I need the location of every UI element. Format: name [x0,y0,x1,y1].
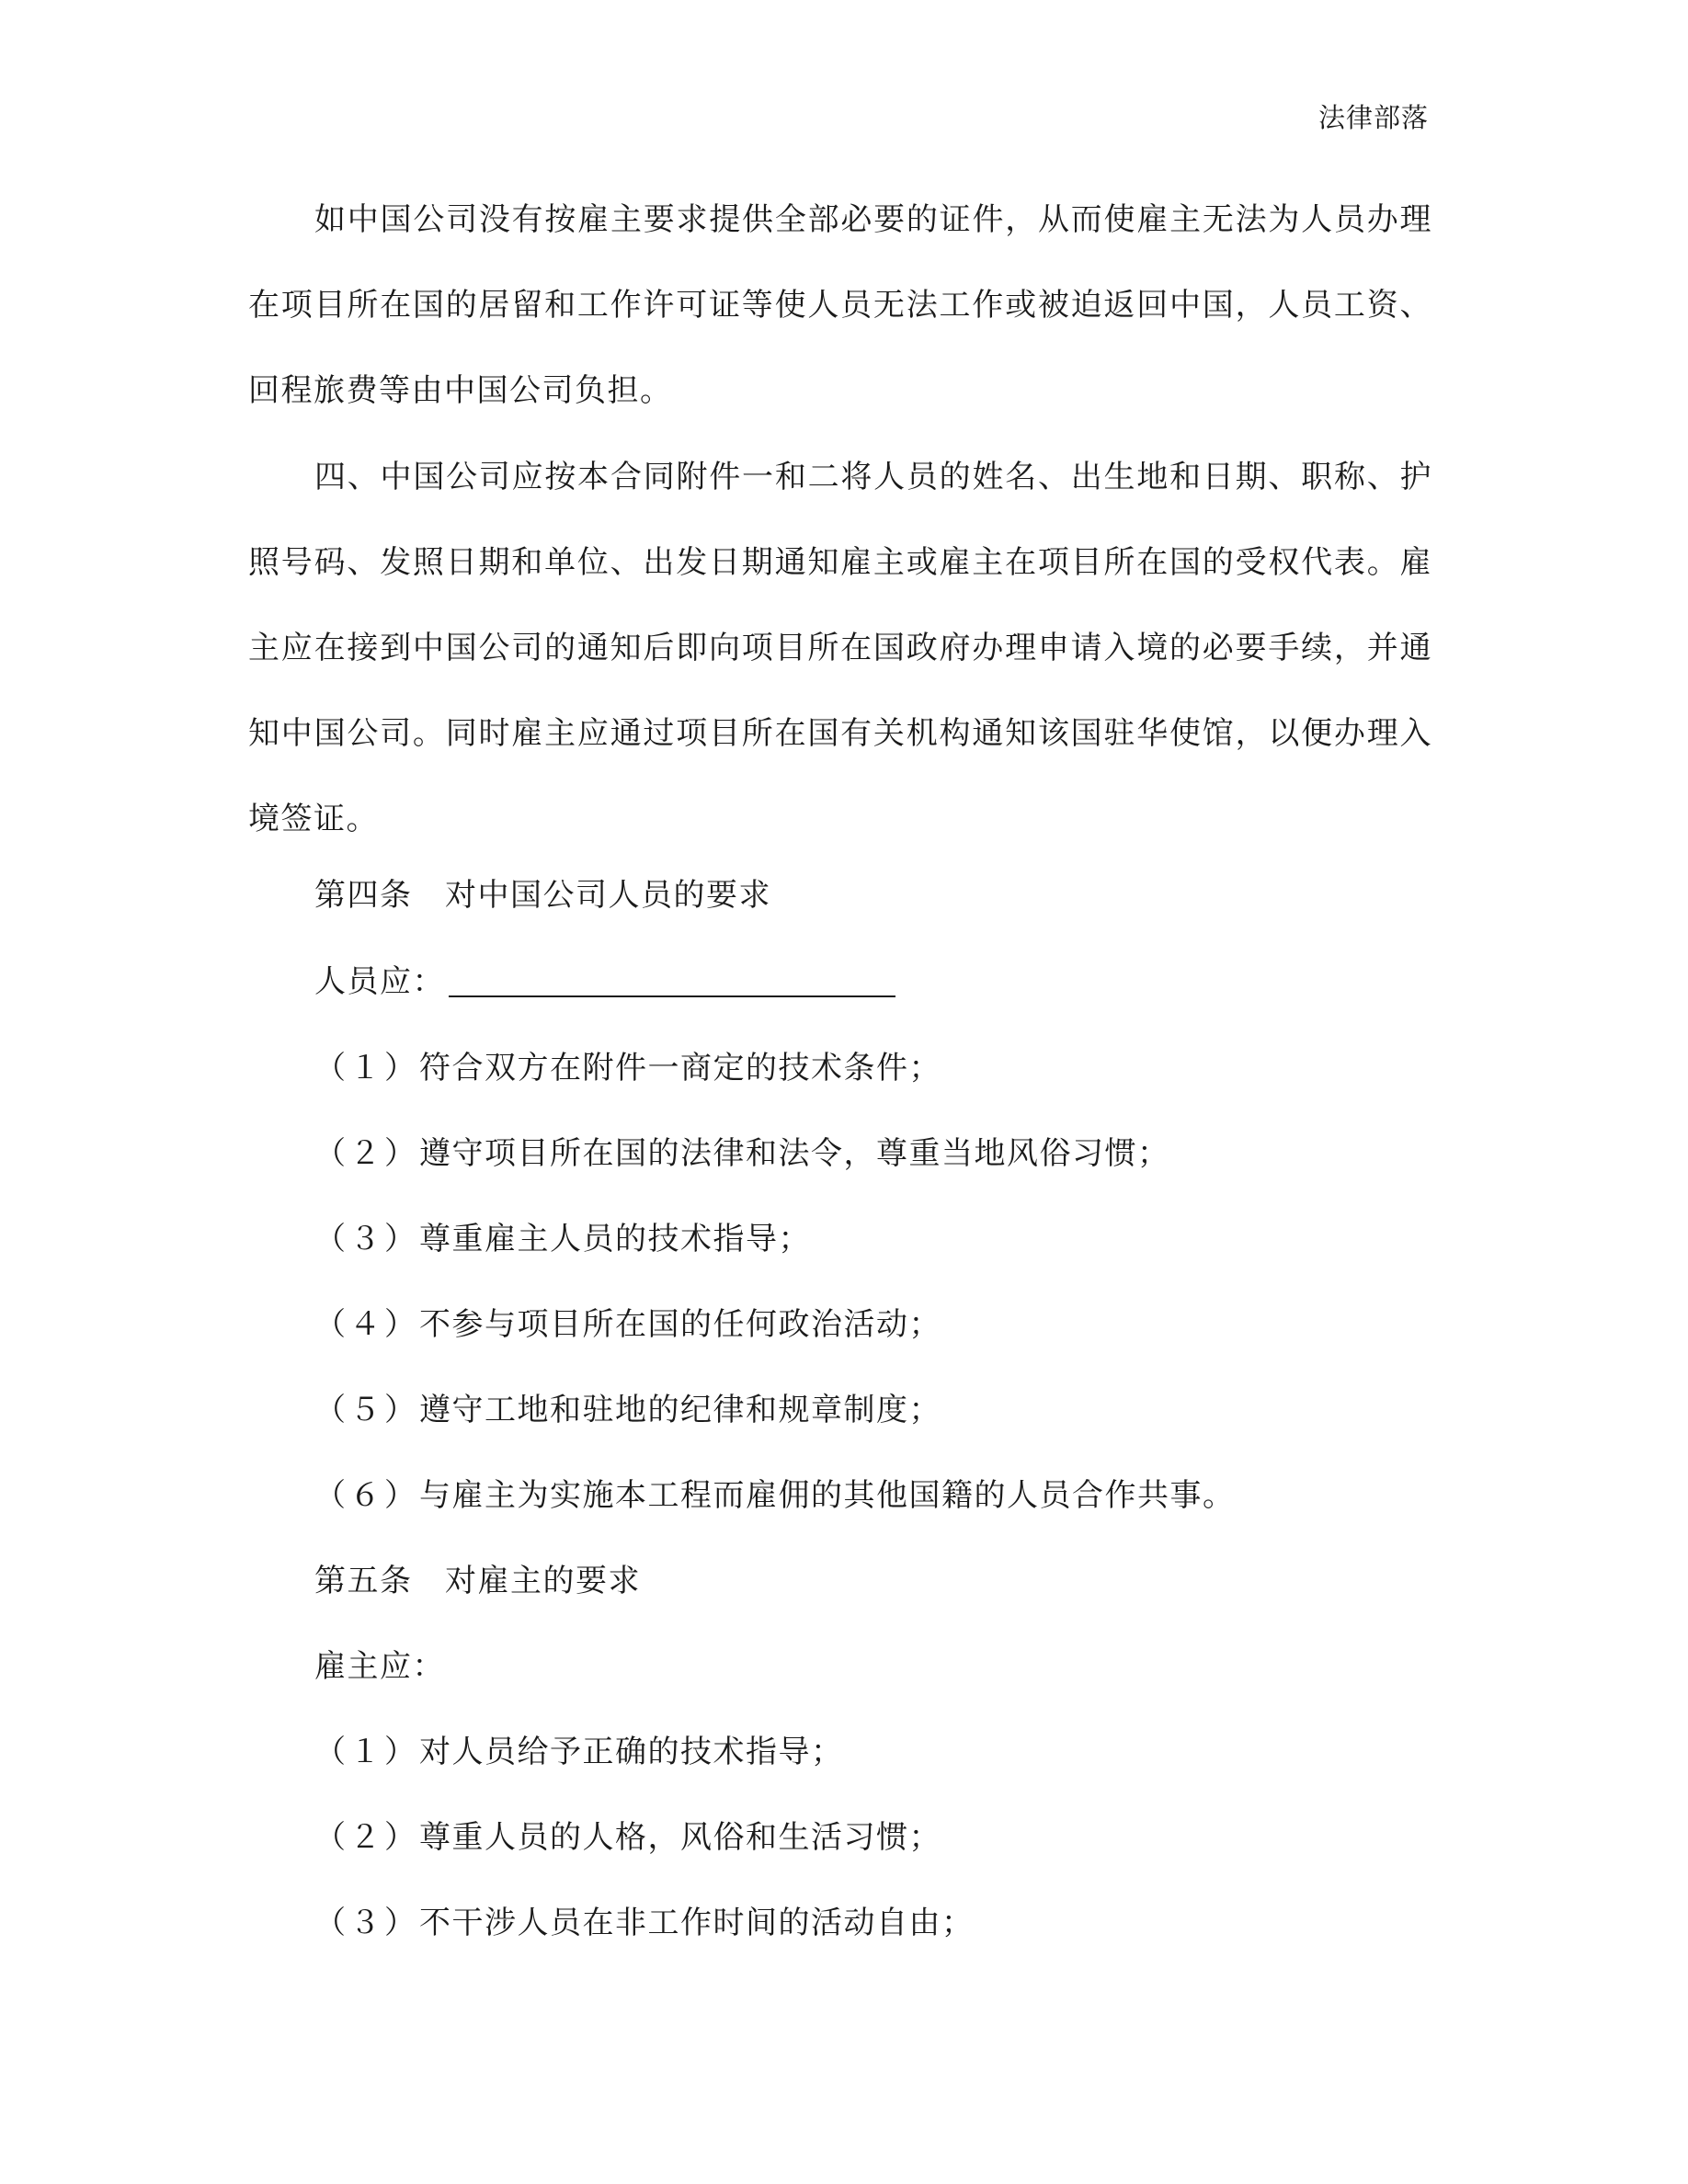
list-item-text: 不参与项目所在国的任何政治活动； [419,1306,941,1343]
fill-in-blank-line [449,964,895,997]
list-item [314,1903,975,1943]
list-item [314,1817,941,1858]
list-item-number: （１） [314,1050,419,1086]
paragraph-document-requirements [248,177,1432,434]
list-item-text: 与雇主为实施本工程而雇佣的其他国籍的人员合作共事。 [419,1477,1236,1514]
article-4-lead-text: 人员应： [314,963,445,1000]
article-5-lead: 雇主应： [314,1648,445,1685]
list-item-number: （４） [314,1306,419,1343]
list-item-text: 遵守工地和驻地的纪律和规章制度； [419,1392,941,1428]
list-item-text: 尊重人员的人格，风俗和生活习惯； [419,1819,941,1856]
page-header: 法律部落 [1317,102,1429,133]
article-4-title: 第四条 对中国公司人员的要求 [314,877,771,914]
paragraph-notification [248,435,1432,862]
list-item-number: （３） [314,1905,419,1941]
list-item [314,1390,941,1430]
list-item-text: 不干涉人员在非工作时间的活动自由； [419,1905,975,1941]
list-item [314,1048,941,1088]
list-item [314,1219,811,1259]
list-item [314,1732,844,1772]
list-item-number: （６） [314,1477,419,1514]
paragraph-text: 如中国公司没有按雇主要求提供全部必要的证件，从而使雇主无法为人员办理在项目所在国的居留和工作许可证等使人员无法工作或被迫返回中国，人员工资、回程旅费等由中国公司负担。 [248,201,1432,409]
paragraph-text: 四、中国公司应按本合同附件一和二将人员的姓名、出生地和日期、职称、护照号码、发照日期和单位、出发日期通知雇主或雇主在项目所在国的受权代表。雇主应在接到中国公司的通知后即向项目所在国政府办理申请入境的必要手续，并通知中国公司。同时雇主应通过项目所在国有关机构通知该国驻华使馆，以便办理入境签证。 [248,459,1432,837]
list-item [314,1304,941,1345]
list-item-number: （２） [314,1135,419,1172]
list-item-text: 尊重雇主人员的技术指导； [419,1221,811,1257]
list-item-number: （３） [314,1221,419,1257]
list-item [314,1133,1170,1174]
list-item-number: （５） [314,1392,419,1428]
list-item [314,1475,1236,1516]
list-item-number: （２） [314,1819,419,1856]
list-item-number: （１） [314,1734,419,1770]
article-4-lead [314,961,895,1002]
list-item-text: 遵守项目所在国的法律和法令，尊重当地风俗习惯； [419,1135,1170,1172]
list-item-text: 对人员给予正确的技术指导； [419,1734,844,1770]
article-5-title: 第五条 对雇主的要求 [314,1563,641,1599]
list-item-text: 符合双方在附件一商定的技术条件； [419,1050,941,1086]
